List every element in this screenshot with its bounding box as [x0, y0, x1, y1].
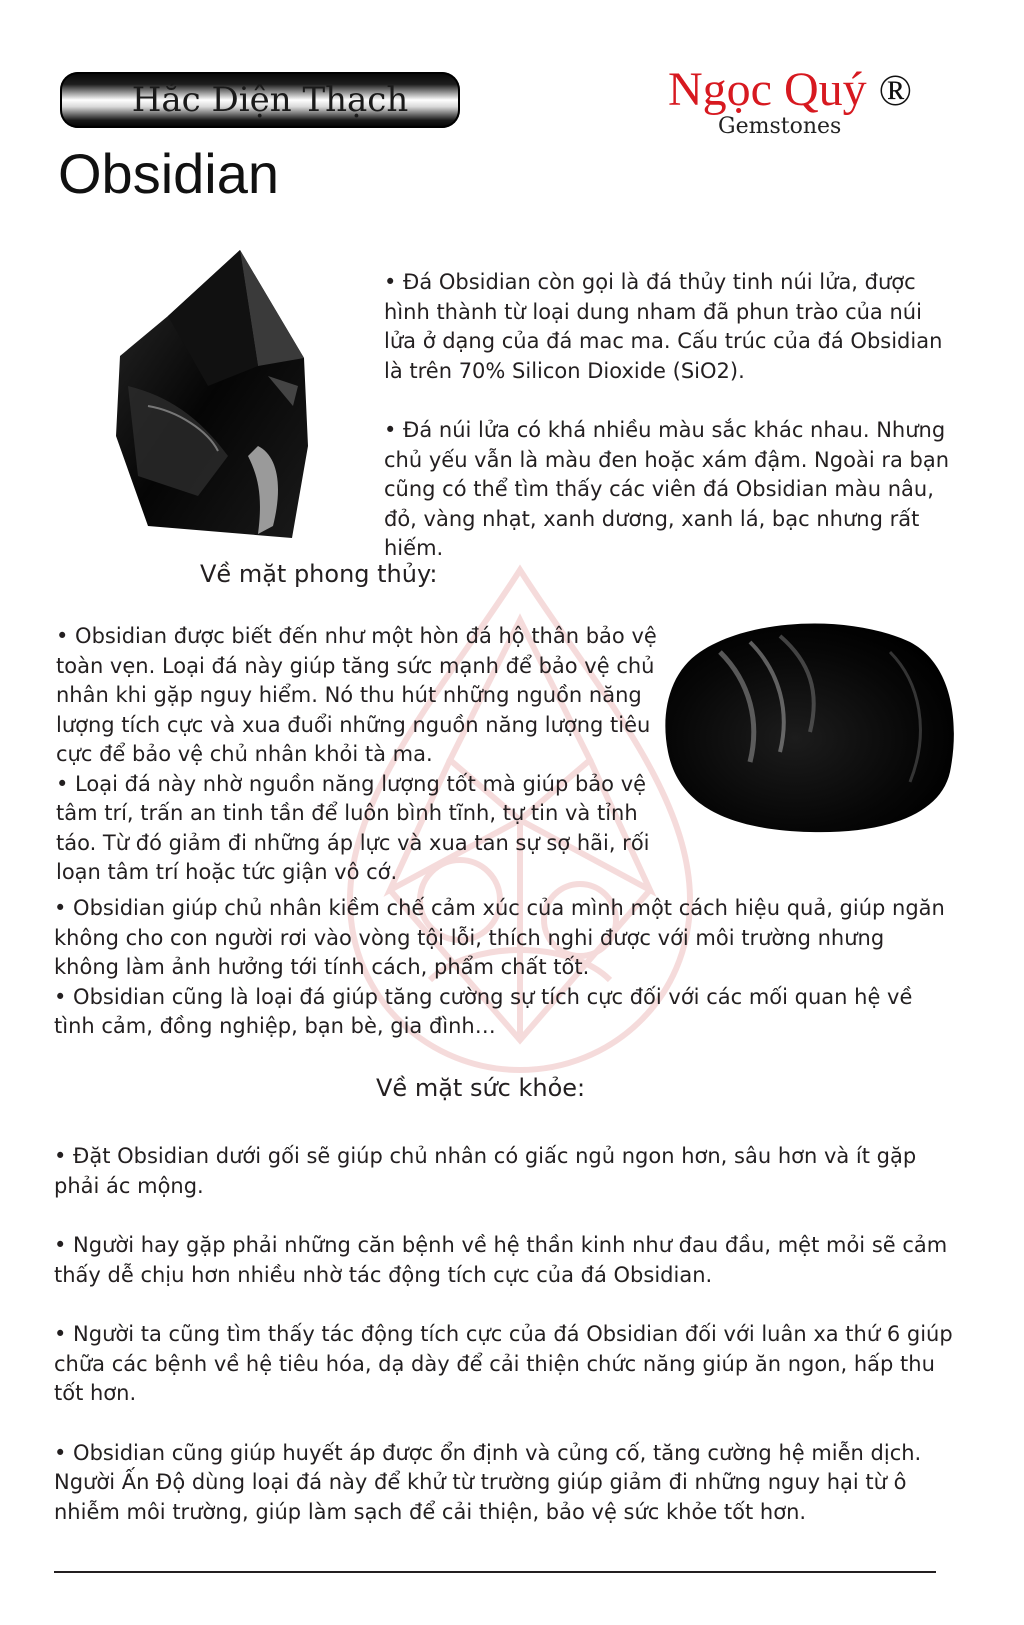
health-item-3: • Người ta cũng tìm thấy tác động tích cực của đá Obsidian đối với luân xa thứ 6 giúp chữa các bệnh về hệ tiêu hóa, dạ dày để cải thiện chức năng giúp ăn ngon, hấp thu tốt hơn. — [54, 1322, 953, 1405]
obsidian-rough-image — [660, 612, 960, 836]
fengshui-item-3: • Obsidian giúp chủ nhân kiềm chế cảm xúc của mình một cách hiệu quả, giúp ngăn không cho con người rơi vào vòng tội lỗi, thích nghi được với môi trường nhưng không làm ảnh hưởng tới tính cách, phẩm chất tốt. — [54, 896, 945, 979]
page-title: Obsidian — [58, 142, 280, 205]
vietnamese-name: Hắc Diện Thạch — [131, 80, 409, 120]
obsidian-point-image — [108, 246, 316, 542]
intro-paragraph-2: • Đá núi lửa có khá nhiều màu sắc khác nhau. Nhưng chủ yếu vẫn là màu đen hoặc xám đậm. Ngoài ra bạn cũng có thể tìm thấy các viên đá Obsidian màu nâu, đỏ, vàng nhạt, xanh dương, xanh lá, bạc nhưng rất hiếm. — [384, 418, 950, 560]
fengshui-list-top — [56, 622, 666, 888]
registered-mark: ® — [878, 66, 913, 115]
fengshui-heading: Về mặt phong thủy: — [200, 560, 438, 588]
fengshui-item-1: • Obsidian được biết đến như một hòn đá hộ thân bảo vệ toàn vẹn. Loại đá này giúp tăng sức mạnh để bảo vệ chủ nhân khi gặp nguy hiểm. Nó thu hút những nguồn năng lượng tích cực và xua đuổi những nguồn năng lượng tiêu cực để bảo vệ chủ nhân khỏi tà ma. — [56, 624, 657, 766]
health-item-1: • Đặt Obsidian dưới gối sẽ giúp chủ nhân có giấc ngủ ngon hơn, sâu hơn và ít gặp phải ác mộng. — [54, 1144, 917, 1198]
brand-subtitle: Gemstones — [718, 114, 842, 139]
health-heading: Về mặt sức khỏe: — [376, 1074, 586, 1102]
health-item-4: • Obsidian cũng giúp huyết áp được ổn định và củng cố, tăng cường hệ miễn dịch. Người Ấn Độ dùng loại đá này để khử từ trường giúp giảm đi những nguy hại từ ô nhiễm môi trường, giúp làm sạch để cải thiện, bảo vệ sức khỏe tốt hơn. — [54, 1440, 922, 1524]
fengshui-item-2: • Loại đá này nhờ nguồn năng lượng tốt mà giúp bảo vệ tâm trí, trấn an tinh tần để luôn bình tĩnh, tự tin và tỉnh táo. Từ đó giảm đi những áp lực và xua tan sự sợ hãi, rối loạn tâm trí hoặc tức giận vô cớ. — [56, 771, 650, 884]
health-item-2: • Người hay gặp phải những căn bệnh về hệ thần kinh như đau đầu, mệt mỏi sẽ cảm thấy dễ chịu hơn nhiều nhờ tác động tích cực của đá Obsidian. — [54, 1233, 948, 1287]
fengshui-item-4: • Obsidian cũng là loại đá giúp tăng cường sự tích cực đối với các mối quan hệ về tình cảm, đồng nghiệp, bạn bè, gia đình… — [54, 984, 913, 1038]
intro-paragraph-1: • Đá Obsidian còn gọi là đá thủy tinh núi lửa, được hình thành từ loại dung nham đã phun trào của núi lửa ở dạng của đá mac ma. Cấu trúc của đá Obsidian là trên 70% Silicon Dioxide (SiO2). — [384, 270, 943, 383]
brand-name: Ngọc Quý — [668, 63, 867, 116]
health-list — [54, 1142, 954, 1527]
fengshui-list-bottom — [54, 894, 954, 1042]
footer-divider — [54, 1571, 936, 1573]
intro-section — [384, 268, 959, 564]
